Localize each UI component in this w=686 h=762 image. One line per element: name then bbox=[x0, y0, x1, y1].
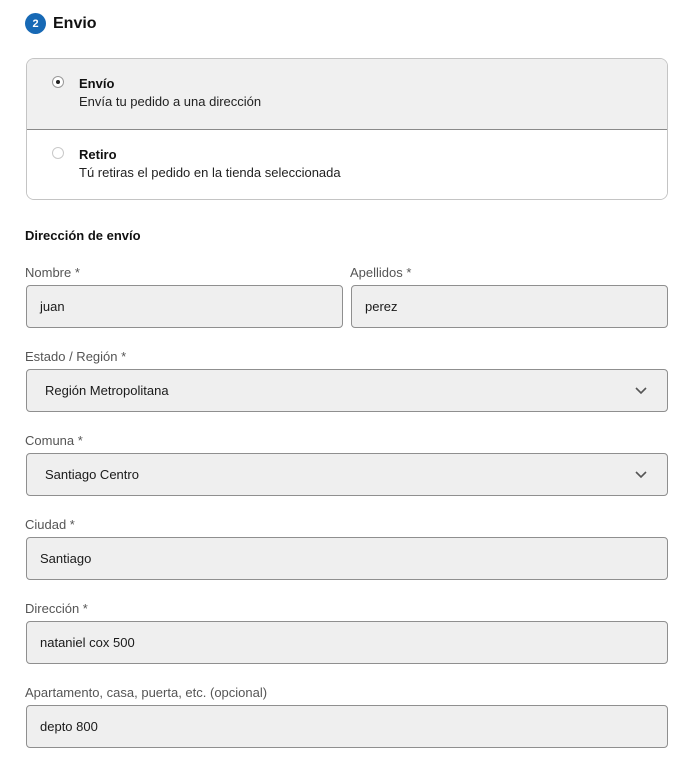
last-name-label: Apellidos * bbox=[350, 265, 412, 280]
commune-label: Comuna * bbox=[25, 433, 83, 448]
option-description: Envía tu pedido a una dirección bbox=[79, 94, 262, 109]
step-title: Envio bbox=[53, 14, 97, 32]
radio-unselected-icon[interactable] bbox=[52, 147, 64, 159]
apartment-input[interactable]: depto 800 bbox=[26, 705, 668, 748]
step-header bbox=[25, 13, 97, 34]
option-description: Tú retiras el pedido en la tienda seleccionada bbox=[79, 165, 341, 180]
radio-selected-icon[interactable] bbox=[52, 76, 64, 88]
city-input[interactable]: Santiago bbox=[26, 537, 668, 580]
region-selected-value: Región Metropolitana bbox=[45, 383, 169, 398]
region-select[interactable] bbox=[26, 369, 668, 412]
option-title: Envío bbox=[79, 76, 115, 91]
apartment-label: Apartamento, casa, puerta, etc. (opcional) bbox=[25, 685, 268, 700]
chevron-down-icon[interactable] bbox=[635, 386, 647, 395]
chevron-down-icon[interactable] bbox=[635, 470, 647, 479]
option-title: Retiro bbox=[79, 147, 117, 162]
street-input[interactable]: nataniel cox 500 bbox=[26, 621, 668, 664]
region-label: Estado / Región * bbox=[25, 349, 127, 364]
commune-select[interactable] bbox=[26, 453, 668, 496]
delivery-option-retiro[interactable] bbox=[27, 130, 667, 200]
step-number-badge: 2 bbox=[25, 13, 46, 34]
commune-selected-value: Santiago Centro bbox=[45, 467, 139, 482]
street-label: Dirección * bbox=[25, 601, 88, 616]
shipping-address-title: Dirección de envío bbox=[25, 228, 141, 243]
first-name-input[interactable]: juan bbox=[26, 285, 343, 328]
city-label: Ciudad * bbox=[25, 517, 75, 532]
delivery-method-options bbox=[26, 58, 668, 200]
first-name-label: Nombre * bbox=[25, 265, 80, 280]
last-name-input[interactable]: perez bbox=[351, 285, 668, 328]
delivery-option-envio[interactable] bbox=[27, 59, 667, 130]
